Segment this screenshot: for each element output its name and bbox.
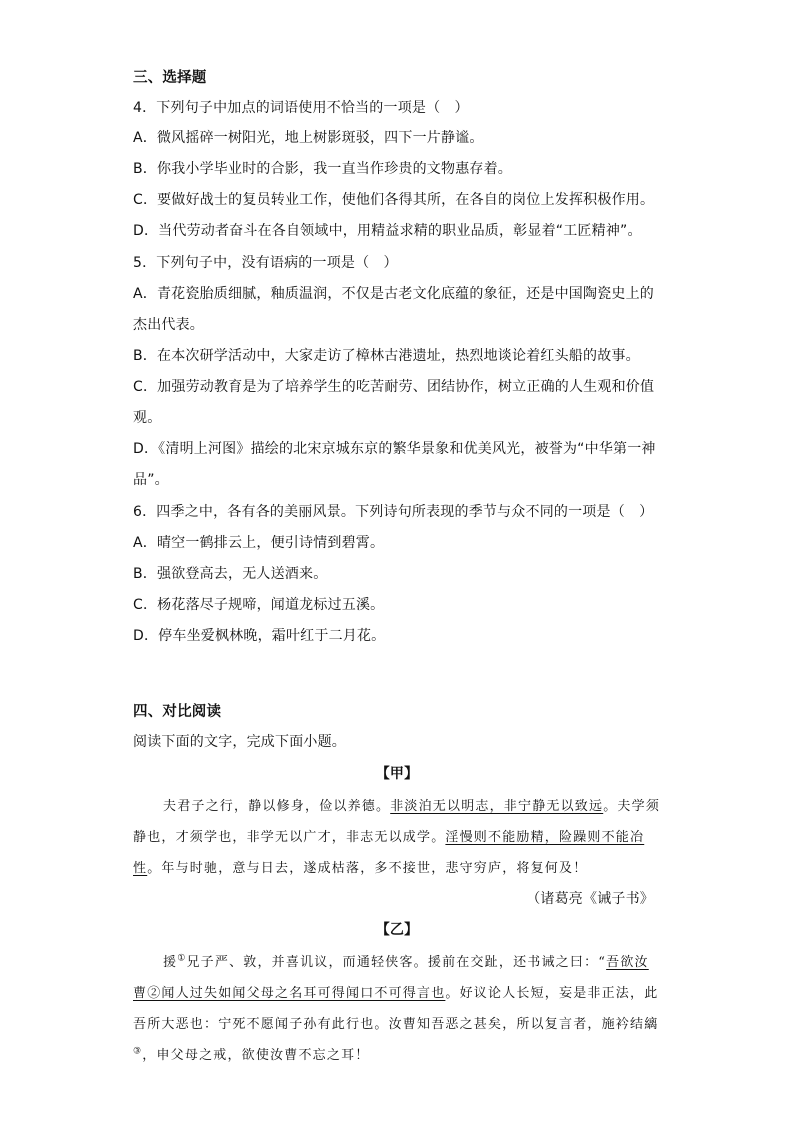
passage-jia-source: （诸葛亮《诫子书》 — [526, 891, 654, 907]
q5-option-c: C．加强劳动教育是为了培养学生的吃苦耐劳、团结协作，树立正确的人生观和价值 — [133, 379, 655, 395]
q5-option-a: A．青花瓷胎质细腻，釉质温润，不仅是古老文化底蕴的象征，还是中国陶瓷史上的 — [133, 286, 654, 302]
underlined-sentence: 非淡泊无以明志，非宁静无以致远 — [390, 799, 604, 814]
passage-yi-line-1: 援①兄子严、敦，并喜讥议，而通轻侠客。援前在交趾，还书诫之曰：“吾欲汝 — [163, 953, 649, 970]
footnote-marker: ③ — [133, 1046, 143, 1057]
q6-stem: 6．四季之中，各有各的美丽风景。下列诗句所表现的季节与众不同的一项是（ ） — [133, 504, 654, 520]
passage-yi-line-2: 曹②闻人过失如闻父母之名耳可得闻口不可得言也。好议论人长短，妄是非正法，此 — [133, 986, 659, 1001]
passage-yi-title: 【乙】 — [375, 922, 419, 938]
footnote-marker: ① — [177, 953, 187, 964]
q5-option-c-cont: 观。 — [133, 410, 162, 426]
q4-option-d: D．当代劳动者奋斗在各自领域中，用精益求精的职业品质，彰显着“工匠精神”。 — [133, 223, 642, 239]
underlined-sentence: 性 — [133, 861, 148, 876]
passage-jia-line-2: 静也，才须学也，非学无以广才，非志无以成学。淫慢则不能励精，险躁则不能冶 — [133, 830, 645, 845]
passage-jia-title: 【甲】 — [375, 766, 419, 782]
section-4-heading: 四、对比阅读 — [133, 704, 222, 720]
q5-option-b: B．在本次研学活动中，大家走访了樟林古港遗址，热烈地谈论着红头船的故事。 — [133, 348, 640, 364]
q6-option-d: D．停车坐爱枫林晚，霜叶红于二月花。 — [133, 628, 386, 644]
q5-option-d-cont: 品”。 — [133, 472, 169, 488]
section-4-intro: 阅读下面的文字，完成下面小题。 — [133, 734, 346, 750]
underlined-sentence: 吾欲汝 — [606, 955, 649, 970]
q4-option-a: A．微风摇碎一树阳光，地上树影斑驳，四下一片静谧。 — [133, 130, 484, 146]
section-3-heading: 三、选择题 — [133, 70, 207, 86]
q6-option-a: A．晴空一鹤排云上，便引诗情到碧霄。 — [133, 535, 385, 551]
q6-option-b: B．强欲登高去，无人送酒来。 — [133, 566, 328, 582]
passage-yi-line-3: 吾所大恶也：宁死不愿闻子孙有此行也。汝曹知吾恶之甚矣，所以复言者，施衿结縭 — [133, 1017, 659, 1032]
q4-stem: 4．下列句子中加点的词语使用不恰当的一项是（ ） — [133, 100, 469, 116]
underlined-sentence: 淫慢则不能励精，险躁则不能冶 — [445, 830, 645, 845]
q5-option-d: D．《清明上河图》描绘的北宋京城东京的繁华景象和优美风光，被誉为“中华第一神 — [133, 441, 656, 457]
passage-yi-line-4: ③，申父母之戒，欲使汝曹不忘之耳！ — [133, 1046, 370, 1063]
passage-jia-line-1: 夫君子之行，静以修身，俭以养德。非淡泊无以明志，非宁静无以致远。夫学须 — [163, 799, 661, 814]
passage-jia-line-3: 性。年与时驰，意与日去，遂成枯落，多不接世，悲守穷庐，将复何及！ — [133, 861, 588, 876]
q4-option-c: C．要做好战士的复员转业工作，使他们各得其所，在各自的岗位上发挥积极作用。 — [133, 192, 655, 208]
q5-option-a-cont: 杰出代表。 — [133, 317, 204, 333]
underlined-sentence: 曹②闻人过失如闻父母之名耳可得闻口不可得言也 — [133, 986, 446, 1001]
q5-stem: 5．下列句子中，没有语病的一项是（ ） — [133, 255, 398, 271]
q4-option-b: B．你我小学毕业时的合影，我一直当作珍贵的文物惠存着。 — [133, 161, 513, 177]
q6-option-c: C．杨花落尽子规啼，闻道龙标过五溪。 — [133, 597, 385, 613]
